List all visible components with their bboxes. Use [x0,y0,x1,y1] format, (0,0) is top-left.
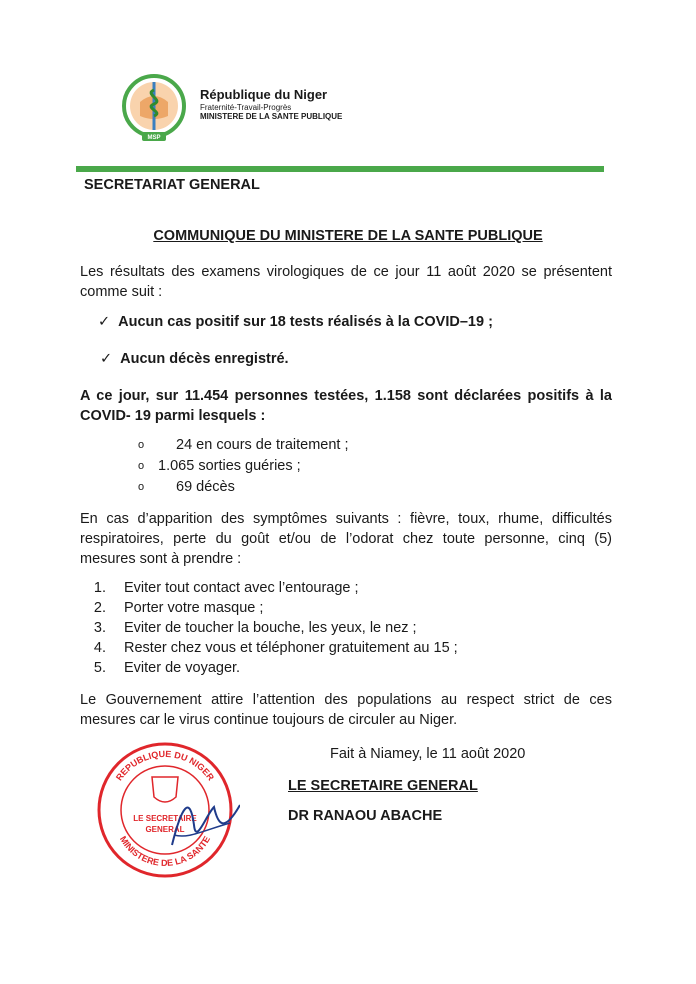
check-item [100,351,289,367]
check-text: Aucun cas positif sur 18 tests réalisés à la COVID–19 ; [118,314,493,330]
secretariat-label: SECRETARIAT GENERAL [84,177,260,193]
symptoms-paragraph: En cas d’apparition des symptômes suivants : fièvre, toux, rhume, difficultés respiratoires, perte du goût et/ou de l’odorat chez toute personne, cinq (5) mesures sont à prendre : [80,511,612,567]
ministry-name: MINISTERE DE LA SANTE PUBLIQUE [200,112,343,122]
svg-text:LE SECRETAIRE: LE SECRETAIRE [133,814,197,823]
measure-item: 5. Eviter de voyager. [93,660,241,676]
sub-item-text: 69 décès [176,479,235,495]
communique-title: COMMUNIQUE DU MINISTERE DE LA SANTE PUBLIQUE [153,228,543,244]
svg-text:MINISTERE DE LA SANTE: MINISTERE DE LA SANTE [117,834,213,869]
measure-item: 3. Eviter de toucher la bouche, les yeux, le nez ; [93,620,417,636]
national-motto: Fraternité-Travail-Progrès [200,102,292,112]
measures-list [86,580,526,680]
intro-paragraph: Les résultats des examens virologiques de ce jour 11 août 2020 se présentent comme suit : [80,264,612,300]
summary-paragraph: A ce jour, sur 11.454 personnes testées, 1.158 sont déclarées positifs à la COVID- 19 parmi lesquels : [80,388,612,424]
measure-item: 4. Rester chez vous et téléphoner gratuitement au 15 ; [93,640,458,656]
country-name: République du Niger [200,87,328,102]
svg-text:GENERAL: GENERAL [145,825,185,834]
signatory-title: LE SECRETAIRE GENERAL [288,778,478,794]
check-icon: ✓ [100,351,113,367]
circle-bullet-icon: o [138,460,145,472]
header-divider [76,166,604,172]
sub-item-text: 24 en cours de traitement ; [176,437,349,453]
check-icon: ✓ [98,314,111,330]
circle-bullet-icon: o [138,439,145,451]
check-text: Aucun décès enregistré. [120,351,289,367]
circle-bullet-icon: o [138,481,145,493]
check-item [98,314,493,330]
svg-text:MSP: MSP [147,135,161,141]
svg-text:REPUBLIQUE DU NIGER: REPUBLIQUE DU NIGER [113,748,217,783]
measure-item: 2. Porter votre masque ; [93,600,264,616]
signatory-name: DR RANAOU ABACHE [288,808,443,824]
sub-item-text: 1.065 sorties guéries ; [158,458,301,474]
measure-item: 1. Eviter tout contact avec l’entourage ; [93,580,359,596]
msp-logo-icon [120,72,188,144]
header-text [200,88,342,121]
closing-paragraph: Le Gouvernement attire l’attention des populations au respect strict de ces mesures car le virus continue toujours de circuler au Niger. [80,692,612,728]
place-date: Fait à Niamey, le 11 août 2020 [330,746,526,762]
official-stamp-icon [90,735,240,885]
